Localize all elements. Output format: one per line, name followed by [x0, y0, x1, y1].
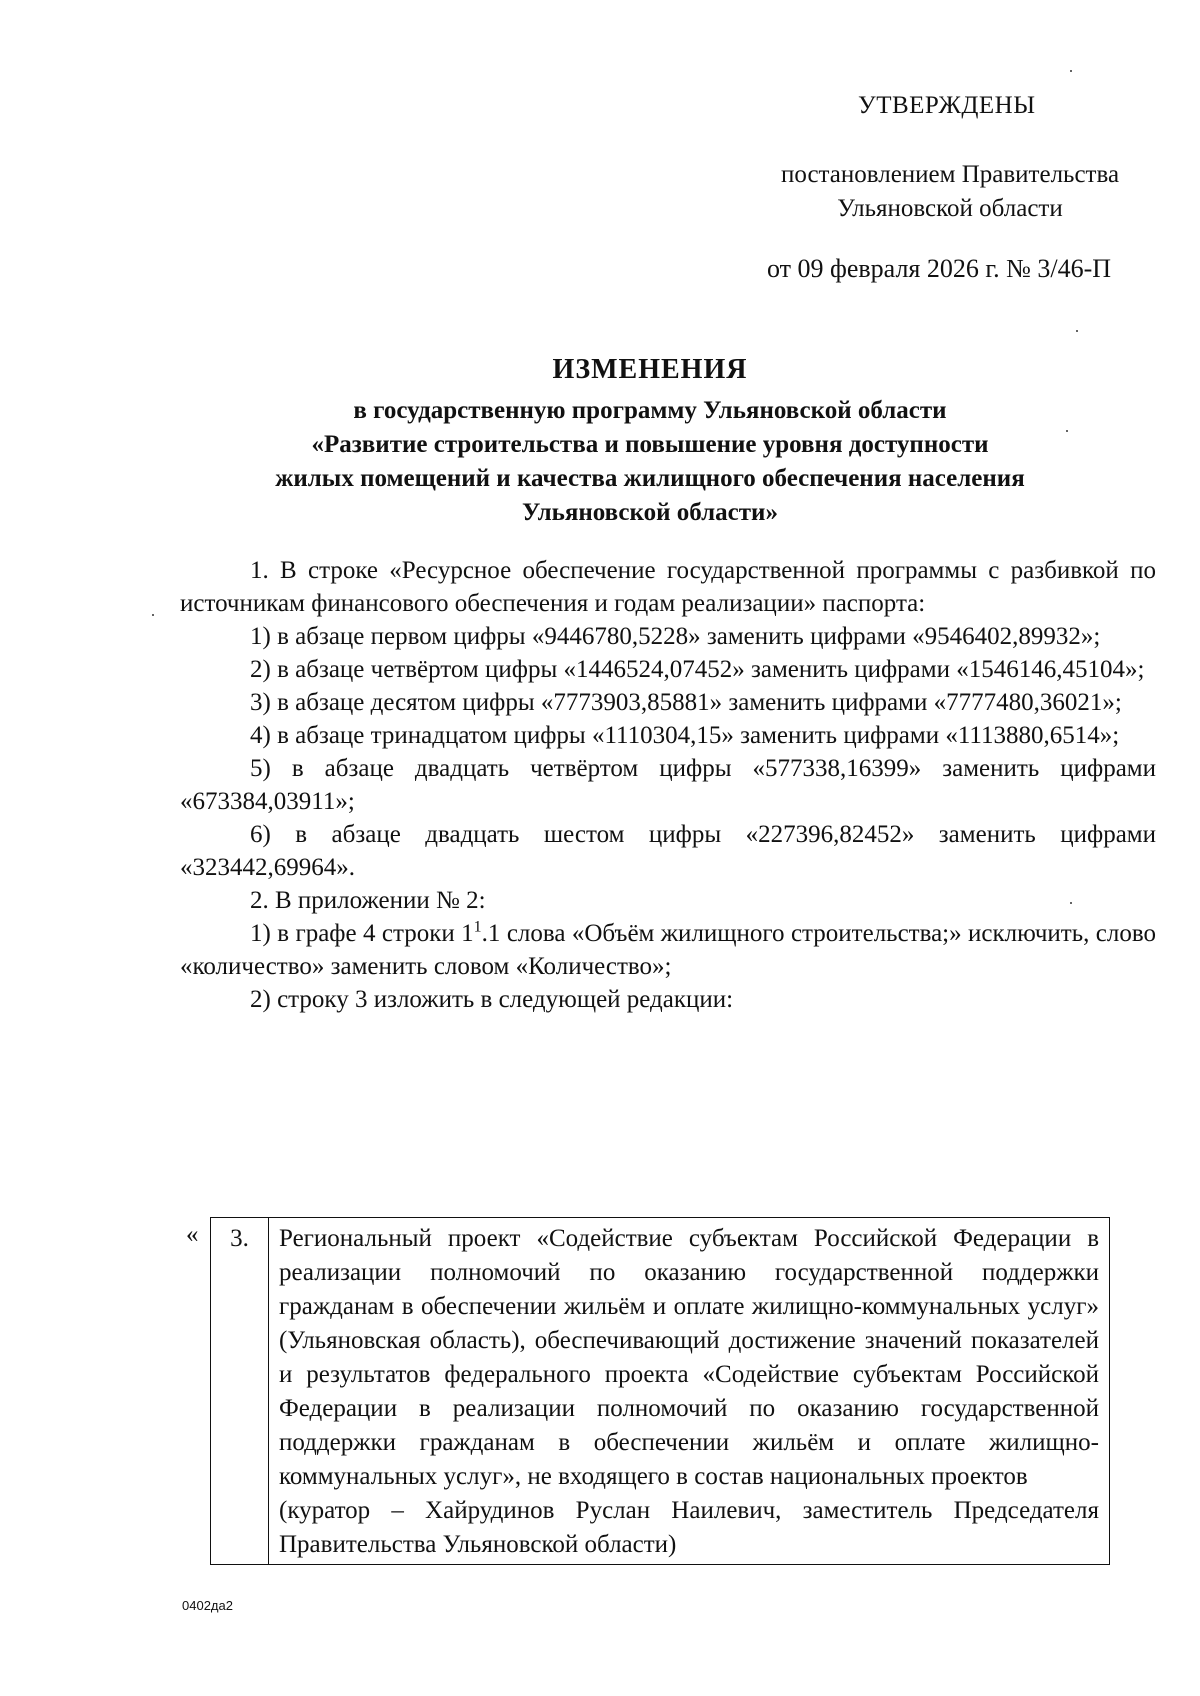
row-curator: (куратор – Хайрудинов Руслан Наилевич, заместитель Председателя Правительства Ульяновской области): [279, 1497, 1099, 1558]
document-body: [180, 554, 1156, 1016]
list-item: [180, 917, 1156, 983]
superscript-index: 1: [473, 918, 482, 936]
list-item: 3) в абзаце десятом цифры «7773903,85881» заменить цифрами «7777480,36021»;: [250, 689, 1122, 716]
approved-stamp: УТВЕРЖДЕНЫ: [858, 92, 1036, 119]
table-row: [211, 1218, 1110, 1565]
title-line-4: Ульяновской области»: [522, 499, 778, 526]
title-line-2: «Развитие строительства и повышение уровня доступности: [311, 431, 989, 458]
scan-speck: [1070, 902, 1072, 904]
decree-line-2: Ульяновской области: [837, 195, 1063, 222]
decree-reference: [760, 158, 1140, 226]
row-text: Региональный проект «Содействие субъектам Российской Федерации в реализации полномочий по оказанию государственной поддержки гражданам в обеспечении жильём и оплате жилищно-коммунальных услуг» (Ульяновская область), обеспечивающий достижение значений показателей и результатов федерального проекта «Содействие субъектам Российской Федерации в реализации полномочий по оказанию государственной поддержки гражданам в обеспечении жильём и оплате жилищно-коммунальных услуг», не входящего в состав национальных проектов: [279, 1225, 1099, 1490]
document-code: 0402да2: [182, 1598, 233, 1613]
item-text-start: 1) в графе 4 строки 1: [250, 920, 474, 947]
scan-speck: [1076, 330, 1078, 332]
list-item: 2) в абзаце четвёртом цифры «1446524,07452» заменить цифрами «1546146,45104»;: [250, 656, 1145, 683]
list-item: 1) в абзаце первом цифры «9446780,5228» заменить цифрами «9546402,89932»;: [250, 623, 1101, 650]
scan-speck: [1070, 70, 1072, 72]
list-item: 6) в абзаце двадцать шестом цифры «227396,82452» заменить цифрами «323442,69964».: [180, 821, 1156, 881]
title-line-1: в государственную программу Ульяновской области: [353, 397, 947, 424]
list-item: 4) в абзаце тринадцатом цифры «1110304,15» заменить цифрами «1113880,6514»;: [250, 722, 1120, 749]
list-item: 5) в абзаце двадцать четвёртом цифры «577338,16399» заменить цифрами «673384,03911»;: [180, 755, 1156, 815]
program-row-table: [210, 1217, 1110, 1565]
title-line-3: жилых помещений и качества жилищного обеспечения населения: [275, 465, 1025, 492]
scan-speck: [152, 614, 154, 616]
item-text-end: .1 слова «Объём жилищного строительства;» исключить, слово «количество» заменить словом «Количество»;: [180, 920, 1156, 980]
title-main: ИЗМЕНЕНИЯ: [552, 354, 748, 385]
document-title: [200, 354, 1100, 530]
paragraph-2: 2. В приложении № 2:: [250, 887, 486, 914]
decree-date-number: от 09 февраля 2026 г. № 3/46-П: [767, 254, 1112, 283]
row-text-cell: [269, 1218, 1110, 1565]
scan-speck: [1066, 430, 1068, 432]
paragraph-1: 1. В строке «Ресурсное обеспечение государственной программы с разбивкой по источникам финансового обеспечения и годам реализации» паспорта:: [180, 557, 1156, 617]
decree-line-1: постановлением Правительства: [780, 161, 1120, 188]
list-item: 2) строку 3 изложить в следующей редакции:: [250, 986, 734, 1013]
open-quote: «: [186, 1221, 199, 1248]
row-number: 3.: [211, 1218, 269, 1565]
